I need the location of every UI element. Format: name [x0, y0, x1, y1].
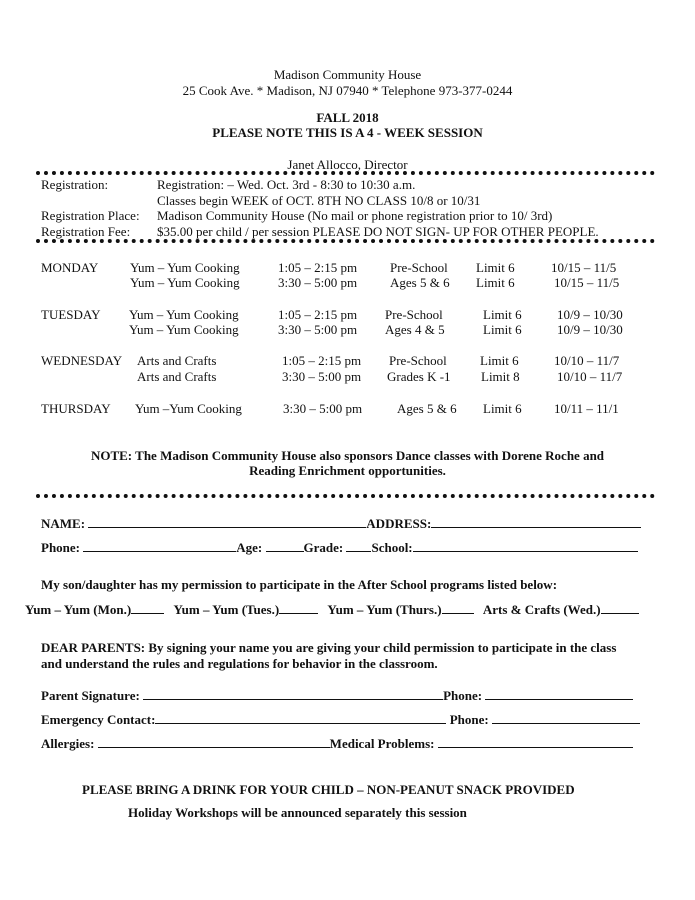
holiday-note: Holiday Workshops will be announced separately this session [128, 805, 467, 820]
phone-label: Phone: [41, 540, 80, 555]
phone2-field[interactable] [485, 687, 633, 700]
phone2-label: Phone: [443, 688, 483, 703]
program-tues-field[interactable] [279, 601, 318, 614]
schedule-class: Arts and Crafts [137, 353, 217, 368]
medical-problems-field[interactable] [438, 735, 633, 748]
schedule-time: 3:30 – 5:00 pm [282, 369, 362, 384]
permission-text: My son/daughter has my permission to participate in the After School programs listed below: [41, 577, 558, 592]
schedule-dates: 10/11 – 11/1 [554, 401, 619, 416]
registration-fee-label: Registration Fee: [41, 224, 131, 239]
schedule-limit: Limit 6 [483, 401, 522, 416]
director-name: Janet Allocco, Director [287, 157, 408, 172]
schedule-time: 3:30 – 5:00 pm [283, 401, 363, 416]
age-field[interactable] [266, 539, 304, 552]
schedule-day: WEDNESDAY [41, 353, 123, 368]
schedule-day: THURSDAY [41, 401, 111, 416]
dotted-divider [36, 239, 655, 243]
emergency-row [41, 711, 640, 728]
classes-begin: Classes begin WEEK of OCT. 8TH NO CLASS 10/8 or 10/31 [157, 193, 481, 208]
schedule-time: 1:05 – 2:15 pm [278, 260, 358, 275]
name-label: NAME: [41, 516, 86, 531]
schedule-class: Arts and Crafts [137, 369, 217, 384]
registration-place-value: Madison Community House (No mail or phone registration prior to 10/ 3rd) [157, 208, 553, 223]
schedule-age: Pre-School [385, 307, 443, 322]
schedule-class: Yum – Yum Cooking [130, 260, 240, 275]
medical-problems-label: Medical Problems: [329, 736, 435, 751]
program-tues-label: Yum – Yum (Tues.) [173, 602, 280, 617]
program-wed-label: Arts & Crafts (Wed.) [482, 602, 601, 617]
schedule-time: 3:30 – 5:00 pm [278, 322, 358, 337]
schedule-class: Yum – Yum Cooking [129, 307, 239, 322]
program-wed-field[interactable] [601, 601, 639, 614]
schedule-limit: Limit 6 [480, 353, 519, 368]
schedule-time: 1:05 – 2:15 pm [278, 307, 358, 322]
allergies-label: Allergies: [41, 736, 95, 751]
registration-place-label: Registration Place: [41, 208, 140, 223]
age-label: Age: [236, 540, 263, 555]
allergies-field[interactable] [98, 735, 330, 748]
address-label: ADDRESS: [366, 516, 432, 531]
drink-note: PLEASE BRING A DRINK FOR YOUR CHILD – NON-PEANUT SNACK PROVIDED [82, 782, 575, 797]
school-label: School: [371, 540, 413, 555]
program-mon-field[interactable] [131, 601, 164, 614]
session-note: PLEASE NOTE THIS IS A 4 - WEEK SESSION [212, 125, 483, 140]
dear-parents-line-2: and understand the rules and regulations for behavior in the classroom. [41, 656, 438, 671]
name-row [41, 515, 641, 532]
phone-row [41, 539, 638, 556]
schedule-time: 3:30 – 5:00 pm [278, 275, 358, 290]
emergency-contact-label: Emergency Contact: [41, 712, 156, 727]
schedule-class: Yum –Yum Cooking [135, 401, 242, 416]
registration-fee-value: $35.00 per child / per session PLEASE DO NOT SIGN- UP FOR OTHER PEOPLE. [157, 224, 599, 239]
program-thurs-label: Yum – Yum (Thurs.) [327, 602, 442, 617]
org-name: Madison Community House [273, 67, 422, 82]
registration-label: Registration: [41, 177, 109, 192]
schedule-time: 1:05 – 2:15 pm [282, 353, 362, 368]
org-address: 25 Cook Ave. * Madison, NJ 07940 * Telephone 973-377-0244 [182, 83, 513, 98]
schedule-limit: Limit 6 [483, 307, 522, 322]
phone-field[interactable] [83, 539, 236, 552]
schedule-limit: Limit 6 [483, 322, 522, 337]
schedule-limit: Limit 6 [476, 260, 515, 275]
season-title: FALL 2018 [316, 110, 379, 125]
schedule-dates: 10/15 – 11/5 [551, 260, 617, 275]
schedule-class: Yum – Yum Cooking [130, 275, 240, 290]
schedule-age: Ages 4 & 5 [385, 322, 445, 337]
schedule-dates: 10/9 – 10/30 [557, 307, 623, 322]
note-line-2: Reading Enrichment opportunities. [249, 463, 446, 478]
grade-label: Grade: [303, 540, 344, 555]
note-line-1: NOTE: The Madison Community House also sponsors Dance classes with Dorene Roche and [90, 448, 605, 463]
address-field[interactable] [431, 515, 641, 528]
parent-signature-field[interactable] [143, 687, 443, 700]
dotted-divider [36, 171, 655, 175]
schedule-dates: 10/10 – 11/7 [554, 353, 620, 368]
schedule-age: Ages 5 & 6 [390, 275, 450, 290]
schedule-age: Ages 5 & 6 [397, 401, 457, 416]
parent-signature-label: Parent Signature: [41, 688, 140, 703]
dotted-divider [36, 494, 655, 498]
program-selection-row [25, 601, 639, 618]
phone3-label: Phone: [449, 712, 489, 727]
schedule-dates: 10/15 – 11/5 [554, 275, 620, 290]
emergency-contact-field[interactable] [155, 711, 446, 724]
name-field[interactable] [88, 515, 366, 528]
schedule-day: TUESDAY [41, 307, 101, 322]
schedule-dates: 10/9 – 10/30 [557, 322, 623, 337]
schedule-limit: Limit 6 [476, 275, 515, 290]
dear-parents-line-1: DEAR PARENTS: By signing your name you are giving your child permission to participate in the class [41, 640, 617, 655]
grade-field[interactable] [346, 539, 371, 552]
parent-signature-row [41, 687, 633, 704]
schedule-day: MONDAY [41, 260, 99, 275]
program-thurs-field[interactable] [442, 601, 474, 614]
schedule-class: Yum – Yum Cooking [129, 322, 239, 337]
schedule-age: Pre-School [390, 260, 448, 275]
schedule-limit: Limit 8 [481, 369, 520, 384]
schedule-age: Grades K -1 [387, 369, 451, 384]
phone3-field[interactable] [492, 711, 640, 724]
program-mon-label: Yum – Yum (Mon.) [25, 602, 132, 617]
school-field[interactable] [413, 539, 638, 552]
schedule-age: Pre-School [389, 353, 447, 368]
allergies-row [41, 735, 633, 752]
schedule-dates: 10/10 – 11/7 [557, 369, 623, 384]
registration-value: Registration: – Wed. Oct. 3rd - 8:30 to 10:30 a.m. [157, 177, 416, 192]
